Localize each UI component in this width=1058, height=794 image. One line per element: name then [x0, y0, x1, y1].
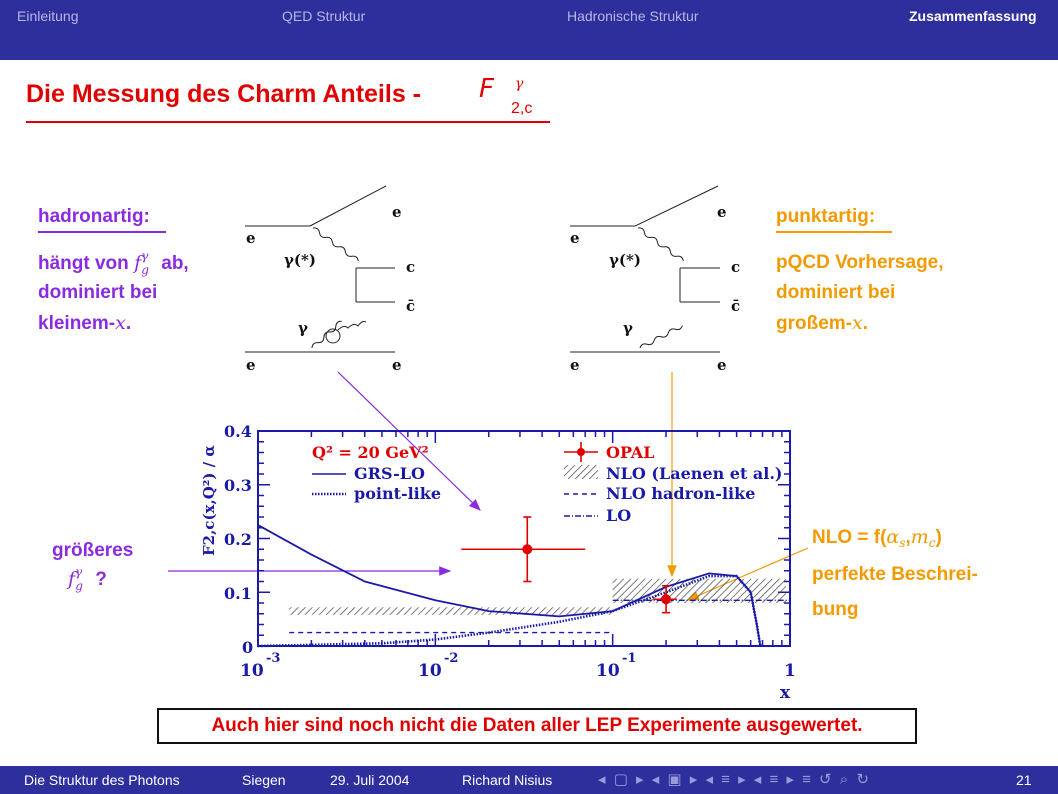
fl-e-bot-out: e [392, 356, 402, 374]
fr-cbar: c̄ [731, 297, 741, 315]
ytick-0.1: 0.1 [224, 584, 252, 603]
legend-nlo-laenen: NLO (Laenen et al.) [606, 464, 783, 483]
xtick-1e-1: 10 [596, 661, 620, 681]
punktartig-line3: großem-x. [776, 312, 868, 334]
fl-e-top-out: e [392, 203, 402, 221]
legend-point-like: point-like [354, 484, 442, 503]
fr-gamma: γ [623, 319, 633, 337]
punktartig-line2: dominiert bei [776, 282, 896, 303]
opal-point-1 [661, 594, 671, 604]
page-number: 21 [1016, 772, 1032, 788]
fg-question: $f^\gamma_g$ ? [68, 565, 107, 593]
hadronartig-heading: hadronartig: [38, 206, 150, 227]
legend-q2-annotation: Q² = 20 GeV² [312, 443, 429, 462]
legend-nlo-laenen-swatch [564, 465, 598, 479]
xtick-1e-3-exp: -3 [266, 651, 281, 666]
nav-zusammenfassung[interactable]: Zusammenfassung [909, 8, 1037, 24]
xtick-1: 1 [784, 661, 796, 681]
legend-opal: OPAL [606, 443, 655, 462]
band-nlo-low-x [289, 607, 612, 615]
hadronartig-line2: dominiert bei [38, 282, 158, 303]
fl-e-top-in: e [246, 229, 256, 247]
punktartig-heading: punktartig: [776, 206, 876, 227]
nlo-function-label: NLO = $f(\alpha_s,m_c)$ [812, 526, 942, 550]
footer-date: 29. Juli 2004 [330, 772, 410, 788]
nav-qed-struktur[interactable]: QED Struktur [282, 8, 366, 24]
xtick-1e-2-exp: -2 [444, 651, 459, 666]
slide-title: Die Messung des Charm Anteils - [26, 80, 421, 108]
fr-e-bot-out: e [717, 356, 727, 374]
xtick-1e-1-exp: -1 [622, 651, 637, 666]
fl-gamma: γ [298, 319, 308, 337]
beamer-nav-icons[interactable]: ◂ ▢ ▸ ◂ ▣ ▸ ◂ ≡ ▸ ◂ ≡ ▸ ≡ ↺ ⌕ ↻ [598, 771, 871, 788]
fl-c: c [406, 258, 416, 276]
footer-bar [0, 766, 1058, 794]
bung-label: bung [812, 599, 859, 620]
legend-grs-lo: GRS-LO [354, 464, 425, 483]
nav-hadronische-struktur[interactable]: Hadronische Struktur [567, 8, 699, 24]
perfekte-label: perfekte Beschrei- [812, 564, 978, 585]
fr-c: c [731, 258, 741, 276]
xtick-1e-2: 10 [418, 661, 442, 681]
groesseres-label: größeres [52, 540, 134, 561]
xtick-1e-3: 10 [240, 661, 264, 681]
hadronartig-line1: hängt von $f^\gamma_g$ ab, [38, 249, 189, 277]
ytick-0: 0 [242, 638, 254, 657]
legend-opal-marker [577, 448, 585, 456]
footer-title: Die Struktur des Photons [24, 772, 180, 788]
x-axis-label: x [780, 683, 791, 703]
fr-e-top-in: e [570, 229, 580, 247]
title-symbol: F [479, 74, 494, 104]
fr-gamma-star: γ(*) [609, 251, 641, 269]
legend-nlo-hadron: NLO hadron-like [606, 484, 756, 503]
fl-gamma-star: γ(*) [284, 251, 316, 269]
punktartig-line1: pQCD Vorhersage, [776, 252, 944, 273]
title-subscript: 2,c [511, 100, 533, 117]
nlo-bands [289, 579, 786, 615]
fr-e-bot-in: e [570, 356, 580, 374]
nav-einleitung[interactable]: Einleitung [17, 8, 79, 24]
footer-author: Richard Nisius [462, 772, 553, 788]
y-axis-label: F2,c(x,Q²) / α [200, 445, 218, 556]
note-box: Auch hier sind noch nicht die Daten aller LEP Experimente ausgewertet. [157, 708, 917, 744]
ytick-0.2: 0.2 [224, 530, 252, 549]
fr-e-top-out: e [717, 203, 727, 221]
ytick-0.4: 0.4 [224, 422, 252, 441]
hadronartig-line3: kleinem-x. [38, 312, 132, 334]
fl-cbar: c̄ [406, 297, 416, 315]
ytick-0.3: 0.3 [224, 476, 252, 495]
opal-point-0 [522, 544, 532, 554]
fl-e-bot-in: e [246, 356, 256, 374]
legend-lo: LO [606, 506, 632, 525]
title-superscript: γ [515, 76, 524, 92]
footer-place: Siegen [242, 772, 286, 788]
